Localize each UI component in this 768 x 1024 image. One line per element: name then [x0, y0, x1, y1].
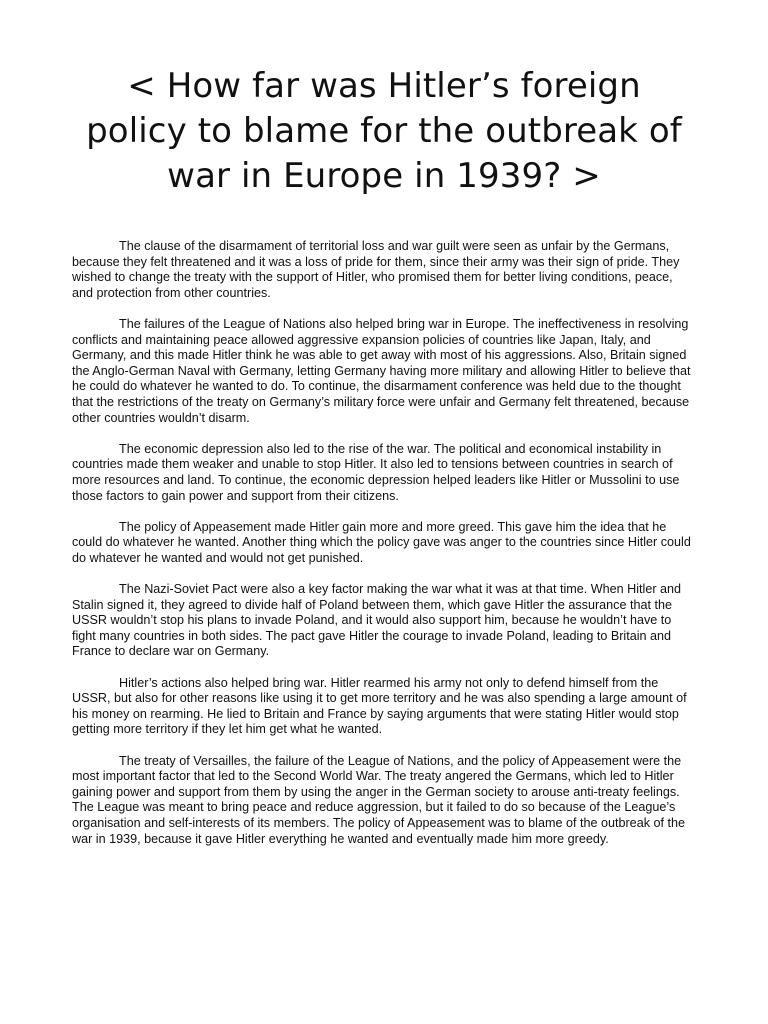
paragraph-appeasement: The policy of Appeasement made Hitler gain more and more greed. This gave him the idea that he could do whatever he wanted. Another thing which the policy gave was anger to the countries since Hitler could do whatever he wanted and would not get punished.	[72, 519, 691, 565]
paragraph-economic-depression: The economic depression also led to the rise of the war. The political and economical instability in countries made them weaker and unable to stop Hitler. It also led to tensions between countries in search of more resources and land. To continue, the economic depression helped leaders like Hitler or Mussolini to use those factors to gain power and support from their citizens.	[72, 441, 680, 503]
document-body	[72, 239, 696, 847]
paragraph-hitler-actions: Hitler’s actions also helped bring war. Hitler rearmed his army not only to defend himself from the USSR, but also for other reasons like using it to get more territory and he was also spending a large amount of his money on rearming. He lied to Britain and France by saying arguments that were stating Hitler would stop getting more territory if they let him get what he wanted.	[72, 675, 687, 737]
paragraph-conclusion: The treaty of Versailles, the failure of the League of Nations, and the policy of Appeasement were the most important factor that led to the Second World War. The treaty angered the Germans, which led to Hitler gaining power and support from them by using the anger in the German society to arouse anti-treaty feelings. The League was meant to bring peace and reduce aggression, but it failed to do so because of the League’s organisation and self-interests of its members. The policy of Appeasement was to blame of the outbreak of the war in 1939, because it gave Hitler everything he wanted and eventually made him more greedy.	[72, 753, 685, 846]
paragraph-nazi-soviet-pact: The Nazi-Soviet Pact were also a key factor making the war what it was at that time. When Hitler and Stalin signed it, they agreed to divide half of Poland between them, which gave Hitler the assurance that the USSR wouldn’t stop his plans to invade Poland, and it would also support him, because he wouldn’t have to fight many countries in both sides. The pact gave Hitler the courage to invade Poland, leading to Britain and France to declare war on Germany.	[72, 582, 682, 659]
paragraph-treaty-grievances: The clause of the disarmament of territorial loss and war guilt were seen as unfair by the Germans, because they felt threatened and it was a loss of pride for them, since their army was their sign of pride. They wished to change the treaty with the support of Hitler, who promised them for better living conditions, peace, and protection from other countries.	[72, 239, 680, 300]
document-title: < How far was Hitler’s foreign policy to blame for the outbreak of war in Europe in 1939? >	[86, 66, 682, 196]
paragraph-league-failures: The failures of the League of Nations also helped bring war in Europe. The ineffectiveness in resolving conflicts and maintaining peace allowed aggressive expansion policies of countries like Japan, Italy, and Germany, and this made Hitler think he was able to get away with most of his aggressions. Also, Britain signed the Anglo-German Naval with Germany, letting Germany having more military and allowing Hitler to believe that he could do whatever he wanted to do. To continue, the disarmament conference was held due to the thought that the restrictions of the treaty on Germany’s military force were unfair and Germany felt threatened, because other countries wouldn’t disarm.	[72, 316, 691, 425]
